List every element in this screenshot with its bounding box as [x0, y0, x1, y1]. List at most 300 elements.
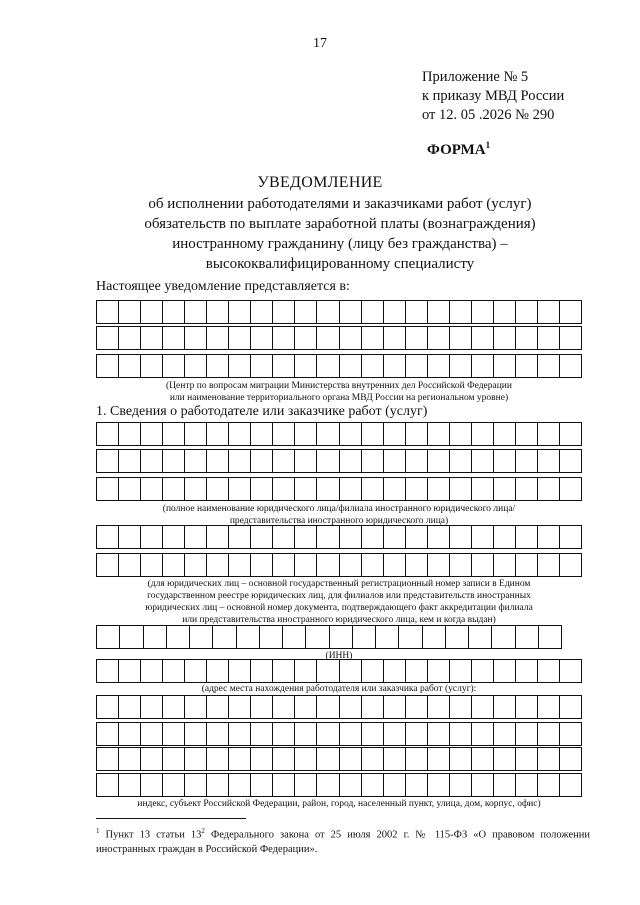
char-cell[interactable] [494, 450, 516, 472]
char-cell[interactable] [423, 626, 446, 648]
char-cell[interactable] [406, 774, 428, 796]
char-cell[interactable] [260, 626, 283, 648]
char-cell[interactable] [384, 355, 406, 377]
char-cell[interactable] [273, 723, 295, 745]
char-cell[interactable] [494, 723, 516, 745]
char-cell[interactable] [273, 774, 295, 796]
char-cell[interactable] [538, 355, 560, 377]
char-cell[interactable] [406, 327, 428, 349]
char-cell[interactable] [97, 423, 119, 445]
char-cell[interactable] [428, 554, 450, 576]
char-cell[interactable] [97, 554, 119, 576]
char-cell[interactable] [185, 423, 207, 445]
char-cell[interactable] [317, 748, 339, 770]
char-cell[interactable] [97, 696, 119, 718]
char-cell[interactable] [516, 660, 538, 682]
char-cell[interactable] [406, 450, 428, 472]
char-cell[interactable] [469, 626, 492, 648]
address-grid-row[interactable] [96, 747, 582, 771]
char-cell[interactable] [295, 301, 317, 323]
char-cell[interactable] [229, 554, 251, 576]
char-cell[interactable] [163, 723, 185, 745]
char-cell[interactable] [97, 626, 120, 648]
char-cell[interactable] [340, 660, 362, 682]
char-cell[interactable] [207, 554, 229, 576]
char-cell[interactable] [295, 450, 317, 472]
char-cell[interactable] [295, 327, 317, 349]
char-cell[interactable] [538, 423, 560, 445]
char-cell[interactable] [295, 696, 317, 718]
char-cell[interactable] [273, 526, 295, 548]
char-cell[interactable] [273, 478, 295, 500]
char-cell[interactable] [428, 696, 450, 718]
char-cell[interactable] [516, 723, 538, 745]
char-cell[interactable] [494, 660, 516, 682]
char-cell[interactable] [516, 774, 538, 796]
char-cell[interactable] [141, 748, 163, 770]
char-cell[interactable] [229, 450, 251, 472]
char-cell[interactable] [163, 301, 185, 323]
char-cell[interactable] [229, 723, 251, 745]
address-grid-row[interactable] [96, 659, 582, 683]
char-cell[interactable] [251, 301, 273, 323]
char-cell[interactable] [207, 774, 229, 796]
char-cell[interactable] [539, 626, 561, 648]
char-cell[interactable] [538, 660, 560, 682]
char-cell[interactable] [428, 450, 450, 472]
char-cell[interactable] [317, 301, 339, 323]
char-cell[interactable] [362, 301, 384, 323]
employer-name-grid-row[interactable] [96, 477, 582, 501]
char-cell[interactable] [251, 774, 273, 796]
char-cell[interactable] [317, 774, 339, 796]
char-cell[interactable] [362, 696, 384, 718]
char-cell[interactable] [251, 554, 273, 576]
char-cell[interactable] [406, 723, 428, 745]
char-cell[interactable] [317, 327, 339, 349]
address-grid-row[interactable] [96, 722, 582, 746]
char-cell[interactable] [97, 774, 119, 796]
char-cell[interactable] [450, 774, 472, 796]
char-cell[interactable] [446, 626, 469, 648]
char-cell[interactable] [450, 723, 472, 745]
char-cell[interactable] [494, 423, 516, 445]
char-cell[interactable] [141, 478, 163, 500]
char-cell[interactable] [163, 660, 185, 682]
char-cell[interactable] [97, 355, 119, 377]
char-cell[interactable] [229, 660, 251, 682]
char-cell[interactable] [141, 301, 163, 323]
char-cell[interactable] [185, 478, 207, 500]
char-cell[interactable] [384, 723, 406, 745]
char-cell[interactable] [119, 723, 141, 745]
char-cell[interactable] [560, 696, 581, 718]
char-cell[interactable] [207, 696, 229, 718]
char-cell[interactable] [516, 301, 538, 323]
char-cell[interactable] [185, 748, 207, 770]
char-cell[interactable] [251, 450, 273, 472]
char-cell[interactable] [384, 526, 406, 548]
char-cell[interactable] [560, 660, 581, 682]
char-cell[interactable] [340, 327, 362, 349]
char-cell[interactable] [163, 327, 185, 349]
char-cell[interactable] [207, 355, 229, 377]
char-cell[interactable] [450, 478, 472, 500]
char-cell[interactable] [251, 526, 273, 548]
char-cell[interactable] [185, 774, 207, 796]
char-cell[interactable] [207, 450, 229, 472]
char-cell[interactable] [229, 327, 251, 349]
char-cell[interactable] [207, 660, 229, 682]
char-cell[interactable] [340, 554, 362, 576]
char-cell[interactable] [163, 478, 185, 500]
char-cell[interactable] [251, 723, 273, 745]
char-cell[interactable] [450, 660, 472, 682]
char-cell[interactable] [560, 748, 581, 770]
char-cell[interactable] [167, 626, 190, 648]
char-cell[interactable] [516, 748, 538, 770]
char-cell[interactable] [472, 450, 494, 472]
char-cell[interactable] [472, 423, 494, 445]
char-cell[interactable] [472, 748, 494, 770]
char-cell[interactable] [560, 554, 581, 576]
char-cell[interactable] [317, 526, 339, 548]
char-cell[interactable] [362, 327, 384, 349]
char-cell[interactable] [384, 423, 406, 445]
char-cell[interactable] [295, 774, 317, 796]
char-cell[interactable] [340, 450, 362, 472]
ogrn-grid-row[interactable] [96, 553, 582, 577]
char-cell[interactable] [207, 526, 229, 548]
char-cell[interactable] [340, 423, 362, 445]
char-cell[interactable] [120, 626, 143, 648]
char-cell[interactable] [538, 526, 560, 548]
char-cell[interactable] [560, 526, 581, 548]
char-cell[interactable] [538, 723, 560, 745]
char-cell[interactable] [384, 696, 406, 718]
char-cell[interactable] [317, 478, 339, 500]
char-cell[interactable] [492, 626, 515, 648]
char-cell[interactable] [141, 660, 163, 682]
char-cell[interactable] [295, 526, 317, 548]
char-cell[interactable] [141, 526, 163, 548]
char-cell[interactable] [406, 423, 428, 445]
char-cell[interactable] [97, 526, 119, 548]
char-cell[interactable] [472, 478, 494, 500]
char-cell[interactable] [428, 526, 450, 548]
char-cell[interactable] [273, 450, 295, 472]
char-cell[interactable] [229, 478, 251, 500]
char-cell[interactable] [560, 423, 581, 445]
char-cell[interactable] [251, 423, 273, 445]
char-cell[interactable] [516, 423, 538, 445]
ogrn-grid-row[interactable] [96, 525, 582, 549]
char-cell[interactable] [273, 696, 295, 718]
char-cell[interactable] [450, 327, 472, 349]
char-cell[interactable] [97, 450, 119, 472]
char-cell[interactable] [207, 423, 229, 445]
char-cell[interactable] [273, 748, 295, 770]
char-cell[interactable] [472, 723, 494, 745]
char-cell[interactable] [141, 774, 163, 796]
char-cell[interactable] [560, 774, 581, 796]
char-cell[interactable] [317, 423, 339, 445]
char-cell[interactable] [450, 748, 472, 770]
char-cell[interactable] [295, 423, 317, 445]
char-cell[interactable] [406, 748, 428, 770]
char-cell[interactable] [406, 660, 428, 682]
char-cell[interactable] [97, 478, 119, 500]
char-cell[interactable] [207, 723, 229, 745]
char-cell[interactable] [384, 301, 406, 323]
char-cell[interactable] [538, 478, 560, 500]
char-cell[interactable] [428, 355, 450, 377]
char-cell[interactable] [384, 774, 406, 796]
char-cell[interactable] [185, 554, 207, 576]
char-cell[interactable] [273, 327, 295, 349]
char-cell[interactable] [317, 554, 339, 576]
char-cell[interactable] [144, 626, 167, 648]
recipient-grid-row[interactable] [96, 300, 582, 324]
char-cell[interactable] [362, 478, 384, 500]
char-cell[interactable] [362, 660, 384, 682]
char-cell[interactable] [273, 301, 295, 323]
char-cell[interactable] [406, 554, 428, 576]
char-cell[interactable] [163, 423, 185, 445]
char-cell[interactable] [494, 774, 516, 796]
char-cell[interactable] [384, 660, 406, 682]
char-cell[interactable] [340, 723, 362, 745]
char-cell[interactable] [494, 478, 516, 500]
char-cell[interactable] [163, 355, 185, 377]
char-cell[interactable] [353, 626, 376, 648]
char-cell[interactable] [538, 327, 560, 349]
char-cell[interactable] [185, 450, 207, 472]
char-cell[interactable] [251, 478, 273, 500]
char-cell[interactable] [273, 423, 295, 445]
char-cell[interactable] [494, 748, 516, 770]
char-cell[interactable] [119, 774, 141, 796]
char-cell[interactable] [494, 526, 516, 548]
char-cell[interactable] [450, 554, 472, 576]
char-cell[interactable] [472, 660, 494, 682]
char-cell[interactable] [362, 450, 384, 472]
address-grid-row[interactable] [96, 773, 582, 797]
char-cell[interactable] [560, 478, 581, 500]
char-cell[interactable] [119, 478, 141, 500]
char-cell[interactable] [119, 327, 141, 349]
char-cell[interactable] [119, 355, 141, 377]
char-cell[interactable] [384, 478, 406, 500]
char-cell[interactable] [376, 626, 399, 648]
char-cell[interactable] [229, 748, 251, 770]
char-cell[interactable] [472, 696, 494, 718]
char-cell[interactable] [362, 554, 384, 576]
char-cell[interactable] [428, 748, 450, 770]
char-cell[interactable] [119, 554, 141, 576]
char-cell[interactable] [317, 660, 339, 682]
char-cell[interactable] [340, 301, 362, 323]
char-cell[interactable] [317, 450, 339, 472]
char-cell[interactable] [119, 660, 141, 682]
char-cell[interactable] [428, 478, 450, 500]
char-cell[interactable] [516, 478, 538, 500]
char-cell[interactable] [273, 355, 295, 377]
employer-name-grid-row[interactable] [96, 449, 582, 473]
char-cell[interactable] [428, 774, 450, 796]
char-cell[interactable] [406, 696, 428, 718]
char-cell[interactable] [163, 748, 185, 770]
char-cell[interactable] [472, 554, 494, 576]
char-cell[interactable] [207, 327, 229, 349]
char-cell[interactable] [185, 327, 207, 349]
char-cell[interactable] [516, 355, 538, 377]
char-cell[interactable] [560, 301, 581, 323]
char-cell[interactable] [97, 660, 119, 682]
char-cell[interactable] [516, 696, 538, 718]
char-cell[interactable] [119, 450, 141, 472]
char-cell[interactable] [428, 423, 450, 445]
char-cell[interactable] [406, 478, 428, 500]
char-cell[interactable] [229, 423, 251, 445]
address-grid-row[interactable] [96, 695, 582, 719]
char-cell[interactable] [538, 774, 560, 796]
char-cell[interactable] [141, 355, 163, 377]
char-cell[interactable] [406, 355, 428, 377]
char-cell[interactable] [494, 327, 516, 349]
char-cell[interactable] [317, 696, 339, 718]
char-cell[interactable] [494, 301, 516, 323]
char-cell[interactable] [538, 696, 560, 718]
char-cell[interactable] [141, 554, 163, 576]
char-cell[interactable] [229, 774, 251, 796]
char-cell[interactable] [340, 526, 362, 548]
char-cell[interactable] [340, 355, 362, 377]
char-cell[interactable] [472, 774, 494, 796]
char-cell[interactable] [119, 526, 141, 548]
char-cell[interactable] [190, 626, 213, 648]
char-cell[interactable] [295, 723, 317, 745]
char-cell[interactable] [340, 774, 362, 796]
char-cell[interactable] [119, 423, 141, 445]
char-cell[interactable] [229, 301, 251, 323]
char-cell[interactable] [450, 526, 472, 548]
char-cell[interactable] [229, 355, 251, 377]
char-cell[interactable] [185, 660, 207, 682]
char-cell[interactable] [251, 660, 273, 682]
char-cell[interactable] [494, 696, 516, 718]
char-cell[interactable] [450, 301, 472, 323]
char-cell[interactable] [141, 327, 163, 349]
char-cell[interactable] [340, 696, 362, 718]
char-cell[interactable] [428, 301, 450, 323]
char-cell[interactable] [516, 327, 538, 349]
char-cell[interactable] [428, 660, 450, 682]
char-cell[interactable] [330, 626, 353, 648]
char-cell[interactable] [362, 748, 384, 770]
char-cell[interactable] [362, 423, 384, 445]
char-cell[interactable] [97, 301, 119, 323]
char-cell[interactable] [450, 355, 472, 377]
char-cell[interactable] [141, 696, 163, 718]
char-cell[interactable] [538, 450, 560, 472]
char-cell[interactable] [362, 526, 384, 548]
char-cell[interactable] [119, 301, 141, 323]
char-cell[interactable] [163, 526, 185, 548]
char-cell[interactable] [283, 626, 306, 648]
char-cell[interactable] [516, 554, 538, 576]
char-cell[interactable] [97, 723, 119, 745]
char-cell[interactable] [141, 450, 163, 472]
char-cell[interactable] [306, 626, 329, 648]
char-cell[interactable] [163, 450, 185, 472]
char-cell[interactable] [237, 626, 260, 648]
char-cell[interactable] [97, 327, 119, 349]
char-cell[interactable] [185, 355, 207, 377]
char-cell[interactable] [213, 626, 236, 648]
char-cell[interactable] [560, 327, 581, 349]
char-cell[interactable] [399, 626, 422, 648]
char-cell[interactable] [207, 301, 229, 323]
char-cell[interactable] [251, 748, 273, 770]
char-cell[interactable] [560, 355, 581, 377]
char-cell[interactable] [295, 478, 317, 500]
char-cell[interactable] [207, 478, 229, 500]
char-cell[interactable] [560, 450, 581, 472]
char-cell[interactable] [450, 696, 472, 718]
char-cell[interactable] [472, 355, 494, 377]
char-cell[interactable] [185, 696, 207, 718]
char-cell[interactable] [472, 327, 494, 349]
char-cell[interactable] [560, 723, 581, 745]
char-cell[interactable] [273, 660, 295, 682]
inn-grid-row[interactable] [96, 625, 562, 649]
char-cell[interactable] [340, 748, 362, 770]
char-cell[interactable] [384, 748, 406, 770]
char-cell[interactable] [141, 423, 163, 445]
char-cell[interactable] [538, 301, 560, 323]
char-cell[interactable] [295, 660, 317, 682]
char-cell[interactable] [295, 554, 317, 576]
char-cell[interactable] [538, 554, 560, 576]
char-cell[interactable] [97, 748, 119, 770]
char-cell[interactable] [119, 696, 141, 718]
char-cell[interactable] [273, 554, 295, 576]
char-cell[interactable] [163, 774, 185, 796]
char-cell[interactable] [516, 526, 538, 548]
char-cell[interactable] [362, 355, 384, 377]
recipient-grid-row[interactable] [96, 326, 582, 350]
employer-name-grid-row[interactable] [96, 422, 582, 446]
char-cell[interactable] [207, 748, 229, 770]
char-cell[interactable] [185, 301, 207, 323]
char-cell[interactable] [538, 748, 560, 770]
char-cell[interactable] [516, 626, 539, 648]
char-cell[interactable] [494, 355, 516, 377]
char-cell[interactable] [141, 723, 163, 745]
char-cell[interactable] [251, 355, 273, 377]
char-cell[interactable] [384, 450, 406, 472]
char-cell[interactable] [185, 526, 207, 548]
char-cell[interactable] [472, 526, 494, 548]
char-cell[interactable] [229, 526, 251, 548]
char-cell[interactable] [384, 327, 406, 349]
char-cell[interactable] [450, 423, 472, 445]
char-cell[interactable] [251, 696, 273, 718]
char-cell[interactable] [317, 723, 339, 745]
char-cell[interactable] [472, 301, 494, 323]
char-cell[interactable] [384, 554, 406, 576]
